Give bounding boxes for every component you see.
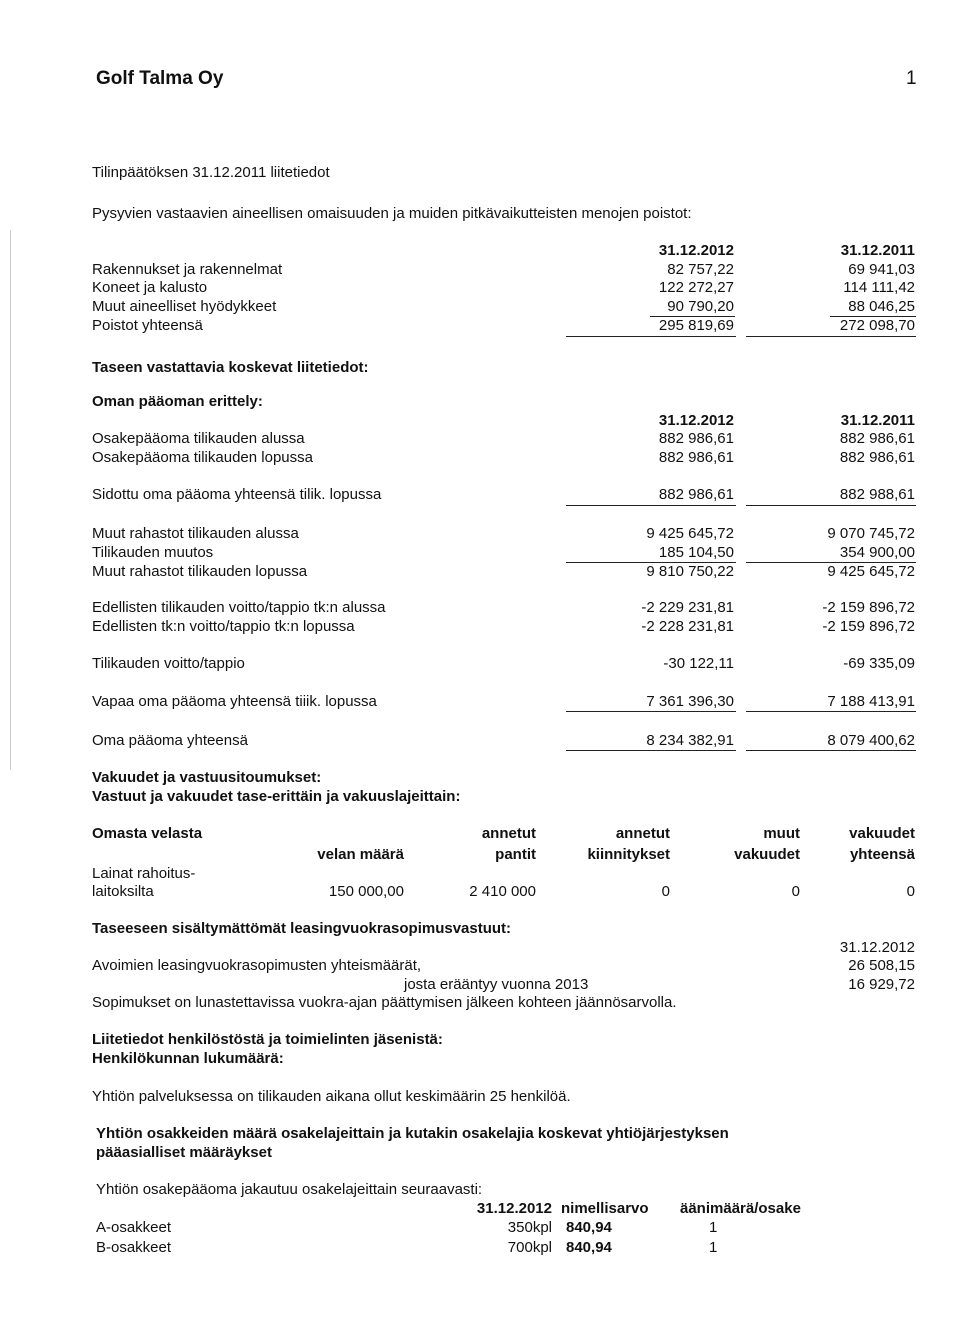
equity-label-share-capital-end: Osakepääoma tilikauden lopussa: [92, 449, 313, 466]
depreciation-label-buildings: Rakennukset ja rakennelmat: [92, 261, 283, 278]
free-equity-rule-2012: [566, 711, 736, 712]
document-title: Tilinpäätöksen 31.12.2011 liitetiedot: [92, 164, 330, 181]
personnel-subheading: Henkilökunnan lukumäärä:: [92, 1050, 284, 1067]
equity-value-2011-other-funds-end: 9 425 645,72: [827, 563, 915, 580]
guarantees-heading: Vakuudet ja vastuusitoumukset:: [92, 769, 322, 786]
personnel-heading: Liitetiedot henkilöstöstä ja toimielinten jäsenistä:: [92, 1031, 443, 1048]
equity-value-2011-period-change: 354 900,00: [839, 544, 915, 561]
guarantees-subheading: Vastuut ja vakuudet tase-erittäin ja vakuuslajeittain:: [92, 788, 461, 805]
guarantees-col-other-line1: muut: [763, 825, 800, 842]
depreciation-value-2012-total: 295 819,69: [658, 317, 734, 334]
depreciation-value-2011-machinery: 114 111,42: [843, 279, 915, 296]
equity-value-2012-period-change: 185 104,50: [658, 544, 734, 561]
guarantees-col-total-line1: vakuudet: [849, 825, 915, 842]
shares-nominal-a: 840,94: [566, 1219, 612, 1236]
scan-margin-line: [10, 230, 11, 770]
equity-heading: Oman pääoman erittely:: [92, 393, 263, 410]
equity-value-2011-total: 8 079 400,62: [827, 732, 915, 749]
shares-col-date: 31.12.2012: [476, 1200, 552, 1217]
page-number: 1: [906, 68, 917, 89]
equity-value-2011-share-capital-start: 882 986,61: [839, 430, 915, 447]
guarantees-col-mortgages-line1: annetut: [615, 825, 670, 842]
equity-label-other-funds-start: Muut rahastot tilikauden alussa: [92, 525, 299, 542]
equity-value-2012-prior-profit-start: -2 229 231,81: [641, 599, 734, 616]
equity-value-2012-other-funds-start: 9 425 645,72: [646, 525, 734, 542]
restricted-total-rule-2011: [746, 505, 916, 506]
shares-votes-b: 1: [709, 1239, 718, 1256]
guarantees-col-other-line2: vakuudet: [734, 846, 800, 863]
equity-value-2011-free-equity: 7 188 413,91: [827, 693, 915, 710]
depreciation-label-other: Muut aineelliset hyödykkeet: [92, 298, 277, 315]
guarantees-col-pledges-line1: annetut: [481, 825, 536, 842]
equity-label-total: Oma pääoma yhteensä: [92, 732, 248, 749]
equity-label-period-change: Tilikauden muutos: [92, 544, 214, 561]
leasing-note: Sopimukset on lunastettavissa vuokra-ajan päättymisen jälkeen kohteen jäännösarvolla.: [92, 994, 677, 1011]
equity-value-2011-prior-profit-end: -2 159 896,72: [822, 618, 915, 635]
shares-count-a: 350kpl: [507, 1219, 552, 1236]
equity-label-prior-profit-start: Edellisten tilikauden voitto/tappio tk:n alussa: [92, 599, 386, 616]
guarantees-value-pledges: 2 410 000: [469, 883, 536, 900]
depreciation-heading: Pysyvien vastaavien aineellisen omaisuuden ja muiden pitkävaikutteisten menojen poistot:: [92, 205, 692, 222]
depreciation-total-rule-2011: [746, 336, 916, 337]
shares-nominal-b: 840,94: [566, 1239, 612, 1256]
leasing-total-value: 26 508,15: [848, 957, 915, 974]
equity-value-2012-share-capital-end: 882 986,61: [658, 449, 734, 466]
balance-notes-heading: Taseen vastattavia koskevat liitetiedot:: [92, 359, 369, 376]
depreciation-value-2012-machinery: 122 272,27: [658, 279, 734, 296]
guarantees-value-mortgages: 0: [661, 883, 670, 900]
depreciation-label-machinery: Koneet ja kalusto: [92, 279, 208, 296]
depreciation-col-2012: 31.12.2012: [658, 242, 734, 259]
equity-value-2012-other-funds-end: 9 810 750,22: [646, 563, 734, 580]
restricted-total-rule-2012: [566, 505, 736, 506]
equity-value-2012-free-equity: 7 361 396,30: [646, 693, 734, 710]
guarantees-value-debt: 150 000,00: [328, 883, 404, 900]
leasing-col-2012: 31.12.2012: [839, 939, 915, 956]
equity-value-2012-share-capital-start: 882 986,61: [658, 430, 734, 447]
depreciation-value-2011-total: 272 098,70: [839, 317, 915, 334]
free-equity-rule-2011: [746, 711, 916, 712]
equity-total-rule-2011: [746, 750, 916, 751]
equity-label-free-equity: Vapaa oma pääoma yhteensä tiiik. lopussa: [92, 693, 377, 710]
equity-value-2011-other-funds-start: 9 070 745,72: [827, 525, 915, 542]
shares-heading-line1: Yhtiön osakkeiden määrä osakelajeittain ja kutakin osakelajia koskevat yhtiöjärjestyksen: [96, 1125, 729, 1142]
depreciation-value-2011-other: 88 046,25: [848, 298, 915, 315]
equity-value-2012-prior-profit-end: -2 228 231,81: [641, 618, 734, 635]
shares-label-a: A-osakkeet: [96, 1219, 172, 1236]
equity-label-share-capital-start: Osakepääoma tilikauden alussa: [92, 430, 305, 447]
equity-col-2011: 31.12.2011: [840, 412, 915, 429]
equity-label-period-profit: Tilikauden voitto/tappio: [92, 655, 245, 672]
equity-value-2011-period-profit: -69 335,09: [843, 655, 915, 672]
shares-label-b: B-osakkeet: [96, 1239, 172, 1256]
shares-col-nominal: nimellisarvo: [561, 1200, 649, 1217]
equity-col-2012: 31.12.2012: [658, 412, 734, 429]
depreciation-total-rule-2012: [566, 336, 736, 337]
equity-value-2011-prior-profit-start: -2 159 896,72: [822, 599, 915, 616]
guarantees-col-pledges-line2: pantit: [495, 846, 536, 863]
equity-value-2012-period-profit: -30 122,11: [663, 655, 734, 672]
guarantees-row-label-line2: laitoksilta: [92, 883, 154, 900]
equity-label-other-funds-end: Muut rahastot tilikauden lopussa: [92, 563, 308, 580]
depreciation-value-2012-other: 90 790,20: [667, 298, 734, 315]
depreciation-value-2012-buildings: 82 757,22: [667, 261, 734, 278]
equity-total-rule-2012: [566, 750, 736, 751]
depreciation-col-2011: 31.12.2011: [840, 242, 915, 259]
shares-heading-line2: pääasialliset määräykset: [96, 1144, 272, 1161]
guarantees-col-total-line2: yhteensä: [849, 846, 915, 863]
leasing-heading: Taseeseen sisältymättömät leasingvuokrasopimusvastuut:: [92, 920, 512, 937]
guarantees-row-header: Omasta velasta: [92, 825, 203, 842]
shares-votes-a: 1: [709, 1219, 718, 1236]
shares-intro: Yhtiön osakepääoma jakautuu osakelajeittain seuraavasti:: [96, 1181, 483, 1198]
shares-count-b: 700kpl: [507, 1239, 552, 1256]
equity-value-2011-restricted-total: 882 988,61: [839, 486, 915, 503]
leasing-due-label: josta erääntyy vuonna 2013: [404, 976, 589, 993]
equity-value-2011-share-capital-end: 882 986,61: [839, 449, 915, 466]
equity-value-2012-restricted-total: 882 986,61: [658, 486, 734, 503]
depreciation-label-total: Poistot yhteensä: [92, 317, 203, 334]
guarantees-value-total: 0: [906, 883, 915, 900]
equity-value-2012-total: 8 234 382,91: [646, 732, 734, 749]
shares-col-votes: äänimäärä/osake: [680, 1200, 801, 1217]
equity-label-restricted-total: Sidottu oma pääoma yhteensä tilik. lopussa: [92, 486, 382, 503]
equity-label-prior-profit-end: Edellisten tk:n voitto/tappio tk:n lopussa: [92, 618, 355, 635]
leasing-due-value: 16 929,72: [848, 976, 915, 993]
personnel-text: Yhtiön palveluksessa on tilikauden aikana ollut keskimäärin 25 henkilöä.: [92, 1088, 571, 1105]
guarantees-col-debt-line2: velan määrä: [317, 846, 404, 863]
company-name: Golf Talma Oy: [96, 68, 224, 89]
guarantees-col-mortgages-line2: kiinnitykset: [587, 846, 670, 863]
guarantees-value-other: 0: [791, 883, 800, 900]
guarantees-row-label-line1: Lainat rahoitus-: [92, 865, 196, 882]
depreciation-value-2011-buildings: 69 941,03: [848, 261, 915, 278]
leasing-total-label: Avoimien leasingvuokrasopimusten yhteismäärät,: [92, 957, 422, 974]
